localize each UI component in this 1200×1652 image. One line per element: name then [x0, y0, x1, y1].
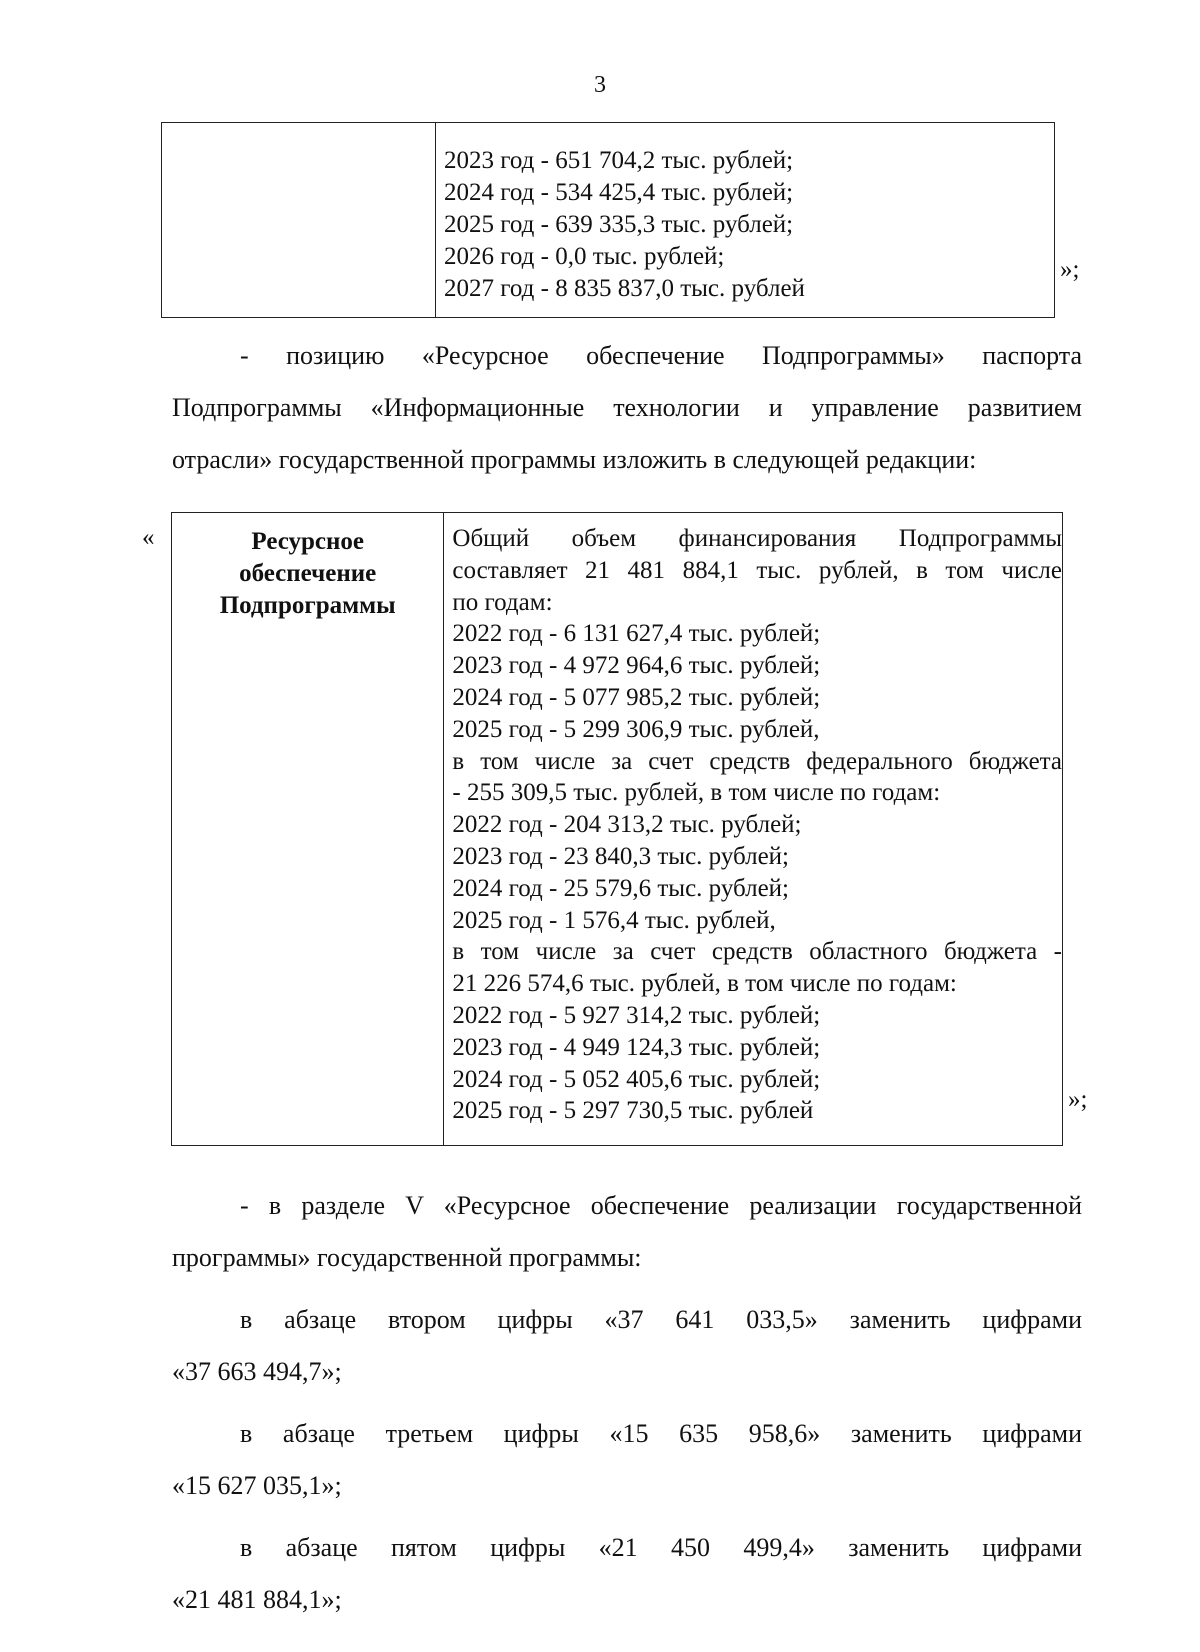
table-line: 2026 год - 0,0 тыс. рублей;	[444, 243, 725, 270]
paragraph-line: Подпрограммы «Информационные технологии и управление развитием	[172, 393, 1082, 422]
table-line: 2022 год - 204 313,2 тыс. рублей;	[452, 811, 802, 839]
table-line: 2025 год - 1 576,4 тыс. рублей,	[452, 906, 776, 934]
paragraph-line: «15 627 035,1»;	[172, 1471, 342, 1500]
table-line: 2024 год - 25 579,6 тыс. рублей;	[452, 874, 789, 902]
page-number: 3	[594, 72, 606, 98]
table-line: Общий объем финансирования Подпрограммы	[452, 525, 1062, 552]
paragraph-line: отрасли» государственной программы изложить в следующей редакции:	[172, 445, 977, 474]
table-line: - 255 309,5 тыс. рублей, в том числе по годам:	[452, 779, 941, 807]
table-line: 21 226 574,6 тыс. рублей, в том числе по годам:	[452, 970, 957, 998]
paragraph-line: программы» государственной программы:	[172, 1243, 642, 1272]
table-line: 2022 год - 6 131 627,4 тыс. рублей;	[452, 620, 821, 648]
table-line: в том числе за счет средств областного бюджета -	[452, 938, 1062, 966]
paragraph-line: - позицию «Ресурсное обеспечение Подпрограммы» паспорта	[240, 341, 1082, 370]
paragraph-line: «21 481 884,1»;	[172, 1585, 342, 1614]
paragraph-line: в абзаце третьем цифры «15 635 958,6» заменить цифрами	[240, 1419, 1082, 1448]
table-line: 2022 год - 5 927 314,2 тыс. рублей;	[452, 1001, 821, 1029]
table-value-cell	[444, 513, 1062, 1145]
table-line: 2024 год - 534 425,4 тыс. рублей;	[444, 179, 794, 206]
table-right-cell	[436, 123, 805, 317]
table-line: в том числе за счет средств федерального бюджета	[452, 747, 1062, 775]
header-line: Ресурсное	[251, 528, 364, 555]
paragraph-line: «37 663 494,7»;	[172, 1357, 342, 1386]
table-header-cell	[172, 513, 444, 1145]
table-line: по годам:	[452, 588, 553, 616]
table-line: 2025 год - 5 299 306,9 тыс. рублей,	[452, 715, 820, 743]
table-line: 2024 год - 5 052 405,6 тыс. рублей;	[452, 1065, 821, 1093]
table-line: 2023 год - 651 704,2 тыс. рублей;	[444, 147, 794, 174]
resource-table-continuation	[161, 122, 1055, 318]
paragraph-section-v	[172, 1180, 1082, 1626]
table-line: 2024 год - 5 077 985,2 тыс. рублей;	[452, 683, 821, 711]
paragraph-line: - в разделе V «Ресурсное обеспечение реализации государственной	[240, 1191, 1082, 1220]
table-left-cell	[162, 123, 436, 317]
opening-quote: «	[142, 524, 155, 551]
table-line: 2027 год - 8 835 837,0 тыс. рублей	[444, 275, 805, 302]
header-line: Подпрограммы	[219, 592, 396, 619]
table-line: 2025 год - 5 297 730,5 тыс. рублей	[452, 1097, 814, 1125]
header-line: обеспечение	[239, 560, 377, 587]
paragraph-line: в абзаце втором цифры «37 641 033,5» заменить цифрами	[240, 1305, 1082, 1334]
closing-quote: »;	[1060, 256, 1080, 283]
table-line: составляет 21 481 884,1 тыс. рублей, в том числе	[452, 556, 1062, 584]
table-line: 2025 год - 639 335,3 тыс. рублей;	[444, 211, 794, 238]
table-line: 2023 год - 4 972 964,6 тыс. рублей;	[452, 652, 821, 680]
resource-table	[171, 512, 1063, 1146]
table-line: 2023 год - 4 949 124,3 тыс. рублей;	[452, 1033, 821, 1061]
closing-quote: »;	[1068, 1086, 1088, 1113]
paragraph-position-change	[172, 330, 1082, 486]
paragraph-line: в абзаце пятом цифры «21 450 499,4» заменить цифрами	[240, 1533, 1082, 1562]
table-line: 2023 год - 23 840,3 тыс. рублей;	[452, 842, 789, 870]
